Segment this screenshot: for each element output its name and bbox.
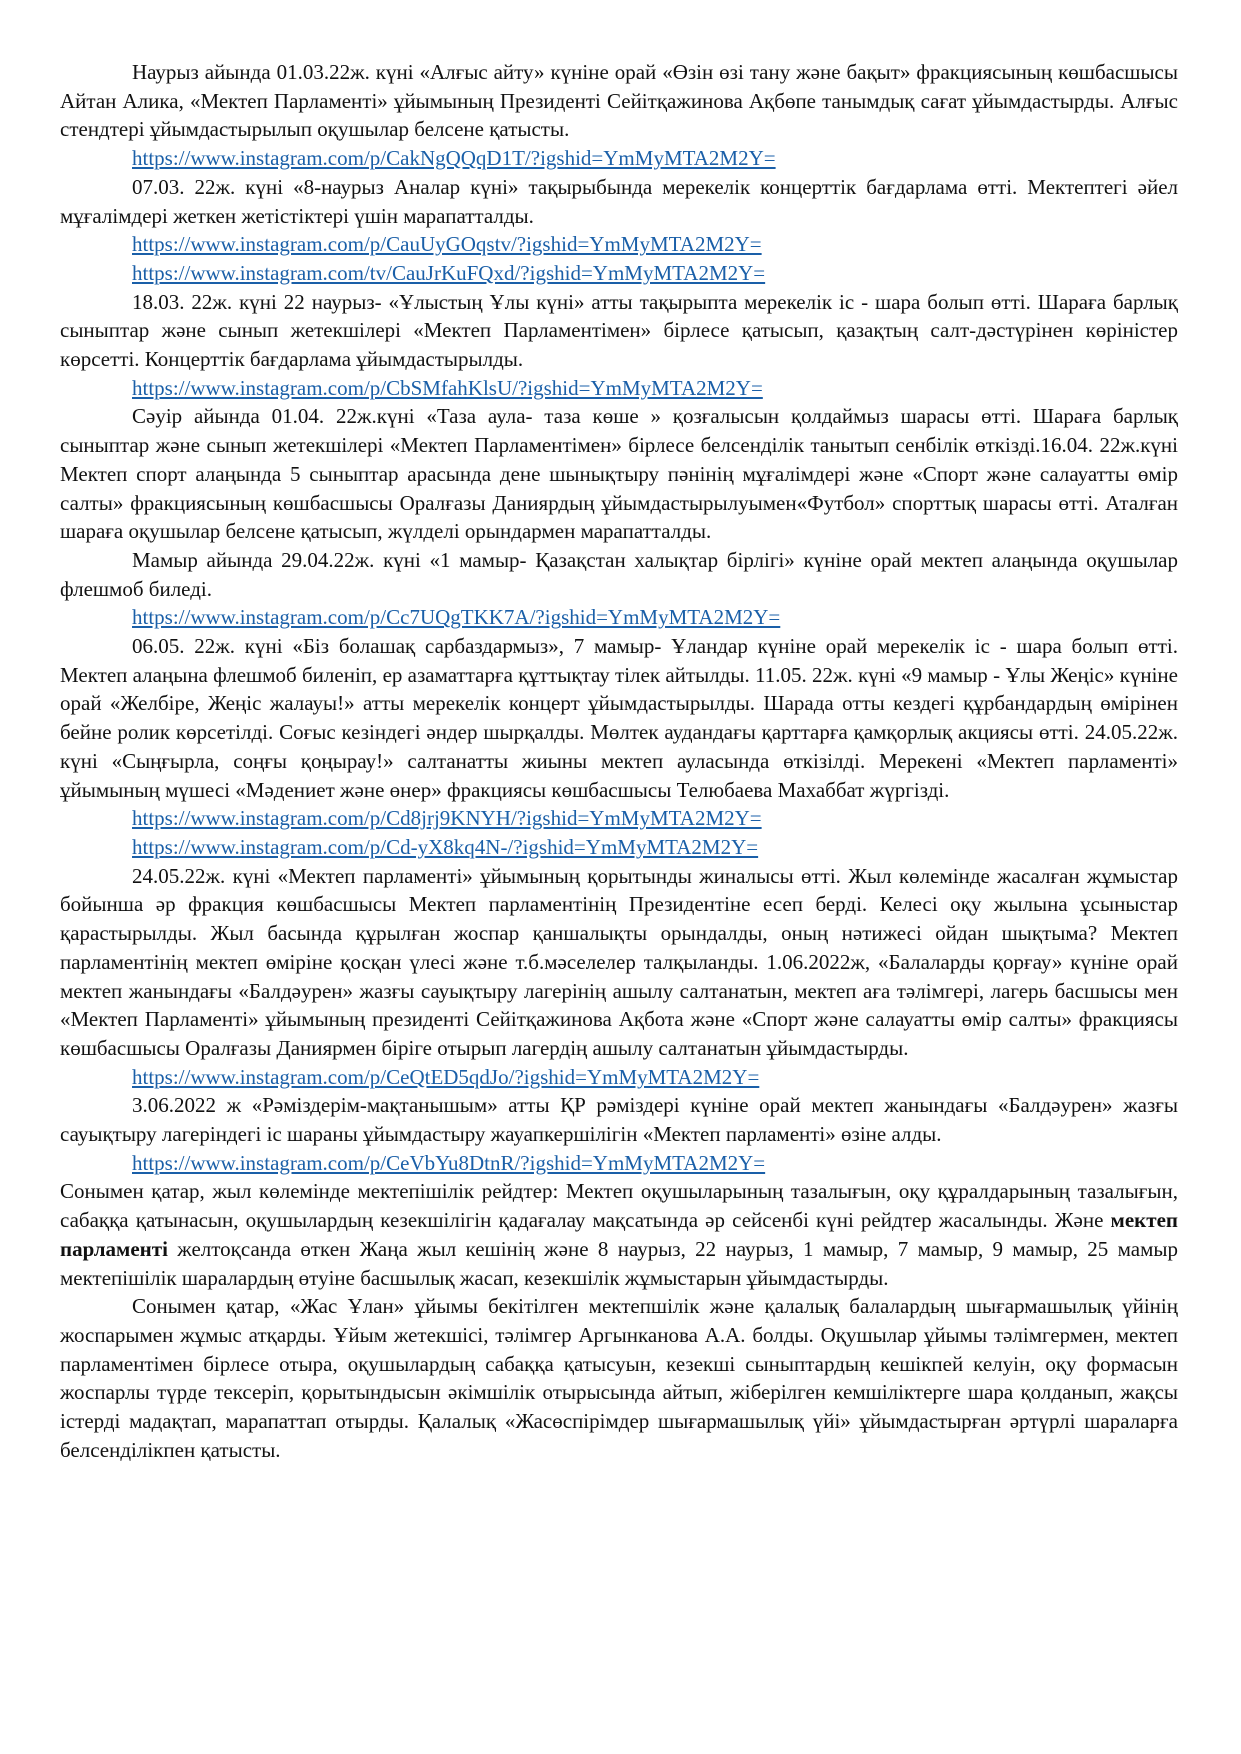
paragraph-may-events: 06.05. 22ж. күні «Біз болашақ сарбаздармыз», 7 мамыр- Ұландар күніне орай мерекелік іс - шара болып өтті. Мектеп алаңына флешмоб биленіп, ер азаматтарға құттықтау тілек айтылды. 11.05. 22ж. күні «9 мамыр - Ұлы Жеңіс» күніне орай «Желбіре, Жеңіс жалауы!» атты мерекелік концерт ұйымдастырылды. Шарада отты кездегі құрбандардың өмірінен бейне ролик көрсетілді. Соғыс кезіндегі әндер шырқалды. Мөлтек аудандағы қарттарға қамқорлық акциясы өтті. 24.05.22ж. күні «Сыңғырла, соңғы қоңырау!» салтанатты жиыны мектеп ауласында өткізілді. Мерекені «Мектеп парламенті» ұйымының мүшесі «Мәдениет және өнер» фракциясы көшбасшысы Телюбаева Махаббат жүргізді. <box>60 634 1178 802</box>
paragraph-raids-text-end: желтоқсанда өткен Жаңа жыл кешінің және 8 наурыз, 22 наурыз, 1 мамыр, 7 мамыр, 9 мамыр, 25 мамыр мектепішілік шаралардың өтуіне басшылық жасап, кезекшілік жұмыстарын ұйымдастырды. <box>60 1236 1178 1290</box>
instagram-link[interactable]: https://www.instagram.com/p/Cd8jrj9KNYH/?igshid=YmMyMTA2M2Y= <box>132 806 762 831</box>
paragraph-final-meeting: 24.05.22ж. күні «Мектеп парламенті» ұйымының қорытынды жиналысы өтті. Жыл көлемінде жасалған жұмыстар бойынша әр фракция көшбасшысы Мектеп парламентінің Президентіне есеп берді. Келесі оқу жылына ұсыныстар қарастырылды. Жыл басында құрылған жоспар қаншалықты орындалды, оның нәтижесі ойдан шықтыма? Мектеп парламентінің мектеп өміріне қосқан үлесі және т.б.мәселелер талқыланды. 1.06.2022ж, «Балаларды қорғау» күніне орай мектеп жанындағы «Балдәурен» жазғы сауықтыру лагерінің ашылу салтанатын, мектеп аға тәлімгері, лагерь басшысы мен «Мектеп Парламенті» ұйымының президенті Сейітқажинова Ақбота және «Спорт және салауатты өмір салты» фракциясы көшбасшысы Оралғазы Даниярмен біріге отырып лагердің ашылу салтанатын ұйымдастырды. <box>60 863 1178 1060</box>
paragraph-symbols-day: 3.06.2022 ж «Рәміздерім-мақтанышым» атты ҚР рәміздері күніне орай мектеп жанындағы «Балдәурен» жазғы сауықтыру лагеріндегі іс шараны ұйымдастыру жауапкершілігін «Мектеп парламенті» өзіне алды. <box>60 1093 1178 1147</box>
link-row <box>60 374 1178 403</box>
instagram-link[interactable]: https://www.instagram.com/p/CbSMfahKlsU/?igshid=YmMyMTA2M2Y= <box>132 375 763 400</box>
paragraph-march-thanks: Наурыз айында 01.03.22ж. күні «Алғыс айту» күніне орай «Өзін өзі тану және бақыт» фракциясының көшбасшысы Айтан Алика, «Мектеп Парламенті» ұйымының Президенті Сейітқажинова Ақбөпе танымдық сағат ұйымдастырды. Алғыс стендтері ұйымдастырылып оқушылар белсене қатысты. <box>60 60 1178 142</box>
link-row <box>60 603 1178 632</box>
paragraph-march-8: 07.03. 22ж. күні «8-наурыз Аналар күні» тақырыбында мерекелік концерттік бағдарлама өтті. Мектептегі әйел мұғалімдері жеткен жетістіктері үшін марапатталды. <box>60 174 1178 228</box>
instagram-link[interactable]: https://www.instagram.com/p/CauUyGOqstv/?igshid=YmMyMTA2M2Y= <box>132 232 762 257</box>
paragraph-raids-bold: мектеп парламенті <box>60 1208 1178 1261</box>
link-row <box>60 259 1178 288</box>
instagram-link[interactable]: https://www.instagram.com/p/CeVbYu8DtnR/?igshid=YmMyMTA2M2Y= <box>132 1150 766 1175</box>
link-row <box>60 833 1178 862</box>
instagram-link[interactable]: https://www.instagram.com/p/CeQtED5qdJo/?igshid=YmMyMTA2M2Y= <box>132 1064 760 1089</box>
paragraph-may-unity: Мамыр айында 29.04.22ж. күні «1 мамыр- Қазақстан халықтар бірлігі» күніне орай мектеп алаңында оқушылар флешмоб биледі. <box>60 547 1178 601</box>
link-row <box>60 230 1178 259</box>
instagram-link[interactable]: https://www.instagram.com/tv/CauJrKuFQxd/?igshid=YmMyMTA2M2Y= <box>132 260 766 285</box>
paragraph-zhas-ulan: Сонымен қатар, «Жас Ұлан» ұйымы бекітілген мектепшілік және қалалық балалардың шығармашылық үйінің жоспарымен жұмыс атқарды. Ұйым жетекшісі, тәлімгер Аргынканова А.А. болды. Оқушылар ұйымы тәлімгермен, мектеп парламентімен бірлесе отыра, оқушылардың сабаққа қатысуын, кезекші сыныптардың кешікпей келуін, оқу формасын жоспарлы түрде тексеріп, қорытындысын әкімшілік отырысында айтып, жіберілген кемшіліктерге шара қолданып, жақсы істерді мадақтап, марапаттап отырды. Қалалық «Жасөспірімдер шығармашылық үйі» ұйымдастырған әртүрлі шараларға белсенділікпен қатысты. <box>60 1294 1178 1462</box>
link-row <box>60 144 1178 173</box>
link-row <box>60 804 1178 833</box>
instagram-link[interactable]: https://www.instagram.com/p/Cd-yX8kq4N-/?igshid=YmMyMTA2M2Y= <box>132 834 759 859</box>
paragraph-raids-text-start: Сонымен қатар, жыл көлемінде мектепішілік рейдтер: Мектеп оқушыларының тазалығын, оқу құралдарының тазалығын, сабаққа қатынасын, оқушылардың кезекшілігін қадағалау мақсатында әр сейсенбі күні рейдтер жасалынды. Және <box>60 1179 1178 1233</box>
link-row <box>60 1063 1178 1092</box>
instagram-link[interactable]: https://www.instagram.com/p/Cc7UQgTKK7A/?igshid=YmMyMTA2M2Y= <box>132 605 781 630</box>
paragraph-nauryz: 18.03. 22ж. күні 22 наурыз- «Ұлыстың Ұлы күні» атты тақырыпта мерекелік іс - шара болып өтті. Шараға барлық сыныптар және сынып жетекшілері «Мектеп Парламентімен» бірлесе қатысып, қазақтың салт-дәстүрінен көріністер көрсетті. Концерттік бағдарлама ұйымдастырылды. <box>60 289 1178 372</box>
link-row <box>60 1149 1178 1178</box>
paragraph-april: Сәуір айында 01.04. 22ж.күні «Таза аула- таза көше » қозғалысын қолдаймыз шарасы өтті. Шараға барлық сыныптар және сынып жетекшілері «Мектеп Парламентімен» бірлесе белсенділік танытып сенбілік өткізді.16.04. 22ж.күні Мектеп спорт алаңында 5 сыныптар арасында дене шынықтыру пәнінің мұғалімдері және «Спорт және салауатты өмір салты» фракциясының көшбасшысы Оралғазы Даниярдың ұйымдастырылуымен«Футбол» спорттық шарасы өтті. Аталған шараға оқушылар белсене қатысып, жүлделі орындармен марапатталды. <box>60 404 1178 544</box>
instagram-link[interactable]: https://www.instagram.com/p/CakNgQQqD1T/?igshid=YmMyMTA2M2Y= <box>132 146 776 171</box>
paragraph-raids <box>60 1177 1178 1292</box>
